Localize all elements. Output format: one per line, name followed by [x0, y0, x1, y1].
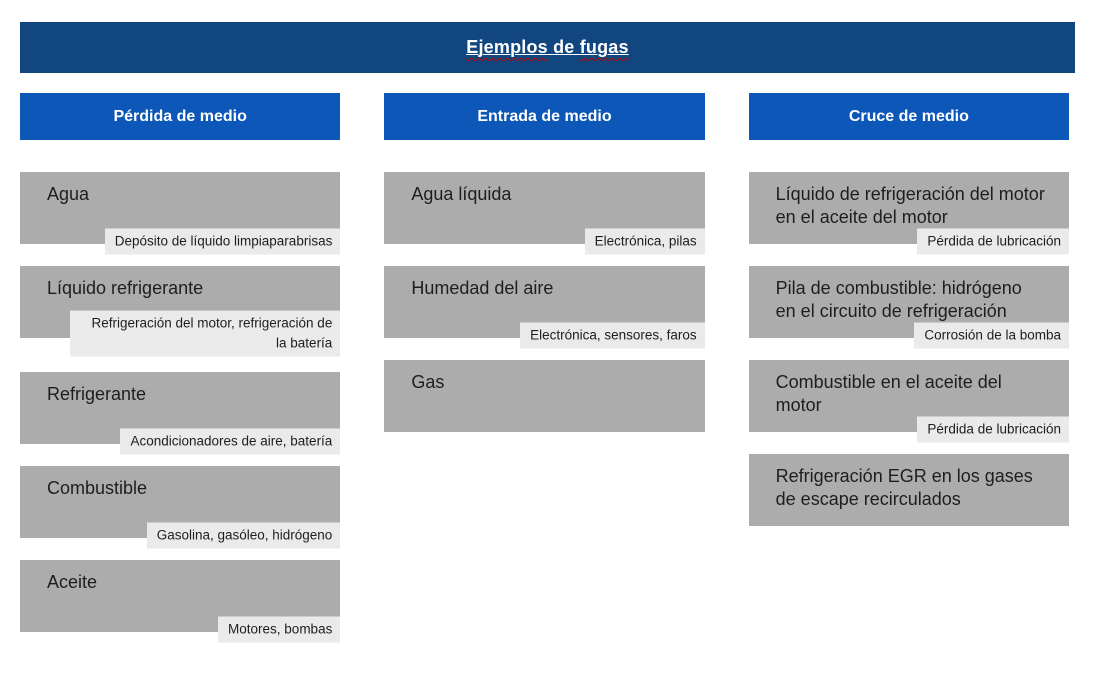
- page-title: [466, 37, 628, 58]
- column-body: [384, 172, 704, 432]
- item-box: [749, 454, 1069, 526]
- columns-grid: [20, 93, 1069, 654]
- item-sublabel: Gasolina, gasóleo, hidrógeno: [147, 522, 341, 548]
- column-header: [749, 93, 1069, 140]
- column-entrada-de-medio: [384, 93, 704, 654]
- item-sublabel: Corrosión de la bomba: [914, 322, 1069, 348]
- title-word-misspelled: Ejemplos: [466, 37, 548, 57]
- item-sublabel: Pérdida de lubricación: [917, 416, 1069, 442]
- item-title: Líquido de refrigeración del motor en el aceite del motor: [775, 184, 1045, 228]
- item-title: Gas: [411, 372, 445, 392]
- item-sublabel: Electrónica, pilas: [585, 228, 705, 254]
- column-body: [20, 172, 340, 637]
- column-cruce-de-medio: [749, 93, 1069, 654]
- item-box: [749, 266, 1069, 343]
- item-title: Líquido refrigerante: [47, 278, 204, 298]
- item-title: Combustible: [47, 478, 148, 498]
- item-title: Agua líquida: [411, 184, 512, 204]
- item-title: Refrigeración EGR en los gases de escape recirculados: [775, 466, 1033, 510]
- item-title: Humedad del aire: [411, 278, 554, 298]
- item-title: Pila de combustible: hidrógeno en el circuito de refrigeración: [775, 278, 1022, 322]
- item-box: [20, 266, 340, 351]
- column-body: [749, 172, 1069, 526]
- item-box: [749, 172, 1069, 249]
- item-box: [20, 466, 340, 543]
- item-box: [20, 560, 340, 637]
- title-word-misspelled: fugas: [579, 37, 629, 57]
- column-header: [384, 93, 704, 140]
- column-header-label: Cruce de medio: [848, 107, 969, 125]
- column-header: [20, 93, 340, 140]
- item-sublabel: Electrónica, sensores, faros: [520, 322, 705, 348]
- item-box: [20, 372, 340, 449]
- item-sublabel: Motores, bombas: [218, 616, 340, 642]
- item-box: [384, 360, 704, 432]
- item-box: [384, 172, 704, 249]
- title-bar: [20, 22, 1075, 73]
- item-sublabel: Depósito de líquido limpiaparabrisas: [105, 228, 341, 254]
- column-header-label: Pérdida de medio: [113, 107, 247, 125]
- item-box: [384, 266, 704, 343]
- item-sublabel: Refrigeración del motor, refrigeración de la batería: [70, 310, 340, 357]
- item-box: [20, 172, 340, 249]
- column-perdida-de-medio: [20, 93, 340, 654]
- item-title: Agua: [47, 184, 90, 204]
- column-header-label: Entrada de medio: [477, 107, 612, 125]
- title-word: de: [553, 37, 575, 57]
- item-title: Aceite: [47, 572, 98, 592]
- item-box: [749, 360, 1069, 437]
- item-title: Combustible en el aceite del motor: [775, 372, 1002, 416]
- item-sublabel: Pérdida de lubricación: [917, 228, 1069, 254]
- item-title: Refrigerante: [47, 384, 147, 404]
- item-sublabel: Acondicionadores de aire, batería: [120, 428, 340, 454]
